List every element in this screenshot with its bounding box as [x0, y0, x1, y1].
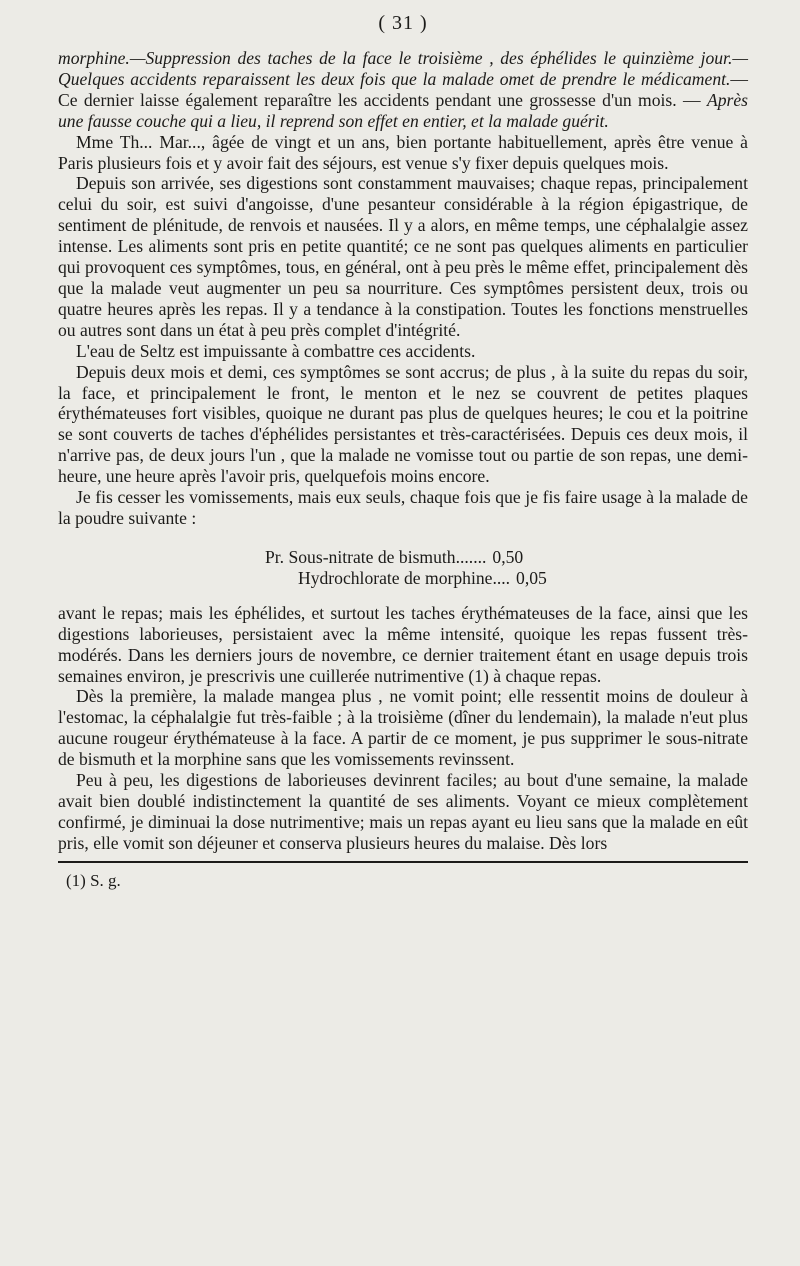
formula-label: Pr. Sous-nitrate de bismuth — [265, 546, 456, 567]
case-summary-text: —Ce dernier laisse également reparaître les accidents pendant une grossesse d'un mois. — — [58, 68, 748, 110]
formula-line-bismuth — [265, 547, 748, 568]
case-summary-italic-tail: Après une fausse couche qui a lieu, il reprend son effet en entier, et la malade guérit. — [58, 89, 748, 131]
patient-intro-paragraph: Mme Th... Mar..., âgée de vingt et un ans, bien portante habituellement, après être venue à Paris plusieurs fois et y avoir fait des séjours, est venue s'y fixer depuis quelques mois. — [58, 131, 748, 173]
recovery-paragraph: Peu à peu, les digestions de laborieuses devinrent faciles; au bout d'une semaine, la malade avait bien doublé indistinctement la quantité de ses aliments. Voyant ce mieux complètement confirmé, je diminuai la dose nutrimentive; mais un repas ayant eu lieu sans que la malade en eût pris, elle vomit son déjeuner et conserva plusieurs heures du malaise. Dès lors — [58, 770, 748, 853]
powder-intro-paragraph: Je fis cesser les vomissements, mais eux seuls, chaque fois que je fis faire usage à la malade de la poudre suivante : — [58, 487, 748, 528]
prescription-formula — [265, 547, 748, 589]
case-summary-paragraph — [58, 48, 748, 132]
aggravation-paragraph: Depuis deux mois et demi, ces symptômes se sont accrus; de plus , à la suite du repas du soir, la face, et principalement le front, le menton et le nez se couvrent de petites plaques érythémateuses fort visibles, quoique ne durant pas plus de quelques heures; le cou et la poitrine se sont couverts de taches d'éphélides persistantes et très-caractérisées. Depuis ces deux mois, il n'arrive pas, de deux jours l'un , que la malade ne vomisse tout ou partie de son repas, une demi-heure, une heure après l'avoir pris, quelquefois moins encore. — [58, 361, 748, 487]
formula-dots: ....... — [455, 546, 487, 567]
formula-label: Hydrochlorate de morphine — [298, 567, 493, 588]
treatment-paragraph: avant le repas; mais les éphélides, et surtout les taches érythémateuses de la face, ainsi que les digestions laborieuses, persistaient avec la même intensité, quoique les repas fussent très-modérés. Dans les derniers jours de novembre, ce dernier traitement étant en usage depuis trois semaines environ, je prescrivis une cuillerée nutrimentive (1) à chaque repas. — [58, 602, 748, 686]
document-page — [58, 12, 748, 1252]
footnote: (1) S. g. — [66, 870, 121, 890]
formula-dots: .... — [492, 567, 511, 588]
case-summary-italic-lead: morphine.—Suppression des taches de la face le troisième , des éphélides le quinzième jour.—Quelques accidents reparaissent les deux fois que la malade omet de prendre le médicament. — [58, 48, 748, 89]
formula-line-morphine — [265, 568, 748, 589]
improvement-paragraph: Dès la première, la malade mangea plus , ne vomit point; elle ressentit moins de douleur à l'estomac, la céphalalgie fut très-faible ; à la troisième (dîner du lendemain), la malade n'eut plus aucune rougeur érythémateuse à la face. A partir de ce moment, je pus supprimer le sous-nitrate de bismuth et la morphine sans que les vomissements revinssent. — [58, 686, 748, 770]
formula-dose: 0,50 — [492, 546, 524, 567]
formula-dose: 0,05 — [516, 567, 547, 588]
seltz-paragraph: L'eau de Seltz est impuissante à combattre ces accidents. — [76, 340, 476, 361]
page-number: ( 31 ) — [378, 12, 428, 34]
footnote-divider — [58, 861, 748, 863]
symptoms-paragraph: Depuis son arrivée, ses digestions sont constamment mauvaises; chaque repas, principalement celui du soir, est suivi d'angoisse, d'une pesanteur considérable à la région épigastrique, de sentiment de plénitude, de renvois et nausées. Il y a alors, en même temps, une céphalalgie assez intense. Les aliments sont pris en petite quantité; ce ne sont pas quelques aliments en particulier qui provoquent ces symptômes, tous, en général, ont à peu près le même effet, principalement dès que la malade veut augmenter un peu sa nourriture. Ces symptômes persistent deux, trois ou quatre heures après les repas. Il y a tendance à la constipation. Toutes les fonctions menstruelles ou autres sont dans un état à peu près complet d'intégrité. — [58, 173, 748, 340]
